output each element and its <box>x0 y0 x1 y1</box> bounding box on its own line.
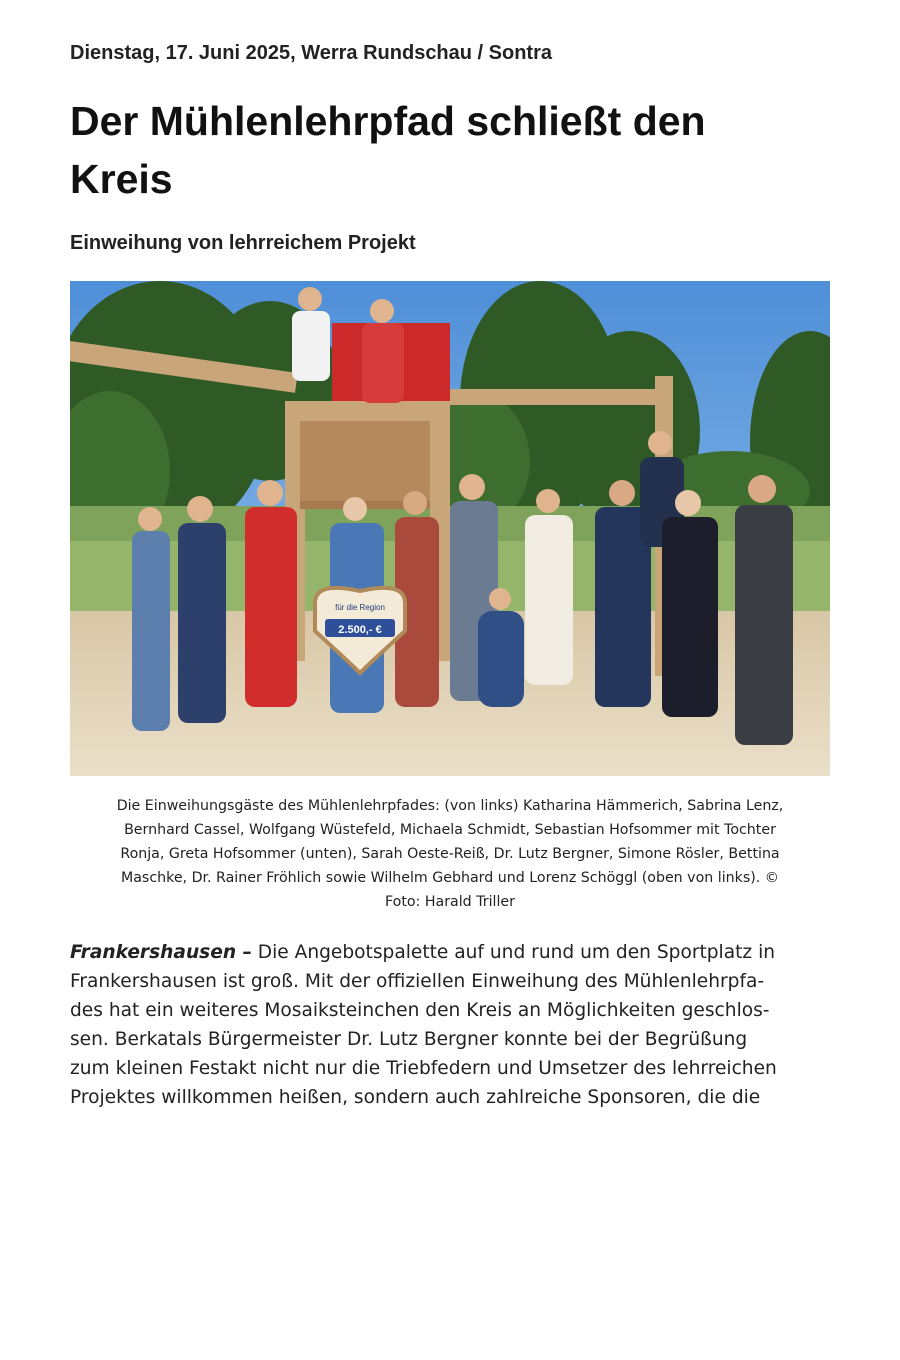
caption-line: Foto: Harald Triller <box>384 894 515 910</box>
body-line: Projektes willkommen heißen, sondern auch zahlreiche Sponsoren, die die <box>70 1087 761 1108</box>
article-photo <box>70 281 830 776</box>
body-line: des hat ein weiteres Mosaiksteinchen den Kreis an Möglichkeiten geschlos- <box>70 1000 770 1021</box>
donation-sign-label: für die Region <box>335 603 385 612</box>
dateline: Dienstag, 17. Juni 2025, Werra Rundschau / Sontra <box>70 42 553 64</box>
caption-line: Die Einweihungsgäste des Mühlenlehrpfades: (von links) Katharina Hämmerich, Sabrina Lenz, <box>116 798 784 814</box>
subheadline: Einweihung von lehrreichem Projekt <box>70 232 416 254</box>
headline-line-1: Der Mühlenlehrpfad schließt den <box>70 98 706 144</box>
body-line: Frankershausen ist groß. Mit der offiziellen Einweihung des Mühlenlehrpfa- <box>70 971 765 992</box>
caption-line: Maschke, Dr. Rainer Fröhlich sowie Wilhelm Gebhard und Lorenz Schöggl (oben von links). © <box>121 870 779 886</box>
article-body <box>70 938 840 1112</box>
body-line: sen. Berkatals Bürgermeister Dr. Lutz Bergner konnte bei der Begrüßung <box>70 1029 748 1050</box>
caption-line: Bernhard Cassel, Wolfgang Wüstefeld, Michaela Schmidt, Sebastian Hofsommer mit Tochter <box>124 822 776 838</box>
body-line: zum kleinen Festakt nicht nur die Triebfedern und Umsetzer des lehrreichen <box>70 1058 777 1079</box>
headline <box>70 92 830 208</box>
donation-sign-amount: 2.500,- € <box>338 624 382 636</box>
photo-caption <box>70 794 830 914</box>
article-dateline-place: Frankershausen – <box>70 942 252 963</box>
headline-line-2: Kreis <box>70 156 173 202</box>
caption-line: Ronja, Greta Hofsommer (unten), Sarah Oeste-Reiß, Dr. Lutz Bergner, Simone Rösler, Bettina <box>120 846 780 862</box>
body-line <box>70 938 840 967</box>
body-line-rest: Die Angebotspalette auf und rund um den Sportplatz in <box>251 942 776 963</box>
